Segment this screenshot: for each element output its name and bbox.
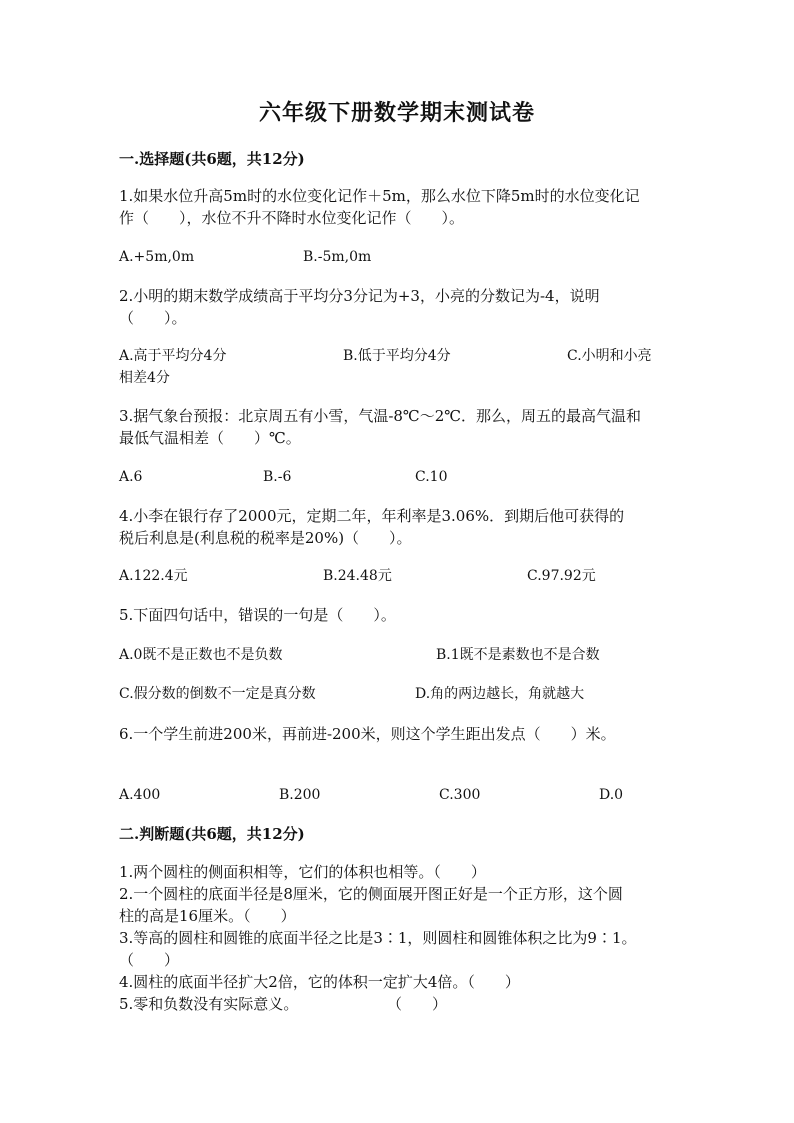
question-4-option-c[interactable]: C.97.92元 — [527, 568, 596, 584]
question-5-option-a[interactable]: A.0既不是正数也不是负数 — [119, 647, 283, 663]
question-2-option-a[interactable]: A.高于平均分4分 — [119, 348, 227, 364]
question-4-line-2: 税后利息是(利息税的税率是20%)（ ）。 — [119, 529, 412, 547]
question-2 — [119, 285, 679, 329]
judgement-5 — [119, 993, 679, 1015]
question-4-line-1: 4.小李在银行存了2000元，定期二年，年利率是3.06%．到期后他可获得的 — [119, 507, 625, 525]
question-4 — [119, 505, 679, 549]
section-heading-judgement: 二.判断题(共6题，共12分) — [119, 825, 305, 843]
question-3-option-b[interactable]: B.-6 — [263, 469, 292, 485]
judgement-4: 4.圆柱的底面半径扩大2倍，它的体积一定扩大4倍。（ ） — [119, 973, 520, 991]
question-4-options — [119, 565, 679, 587]
question-1-option-b[interactable]: B.-5m,0m — [303, 249, 372, 265]
question-3 — [119, 405, 679, 449]
question-5-option-d[interactable]: D.角的两边越长，角就越大 — [415, 686, 585, 702]
question-1 — [119, 185, 679, 229]
question-6-option-a[interactable]: A.400 — [119, 787, 161, 803]
question-4-option-a[interactable]: A.122.4元 — [119, 568, 188, 584]
question-6-option-d[interactable]: D.0 — [599, 787, 624, 803]
judgement-3-line-2: （ ） — [119, 951, 180, 969]
section-heading-choice: 一.选择题(共6题，共12分) — [119, 150, 305, 168]
question-5-option-b[interactable]: B.1既不是素数也不是合数 — [436, 647, 600, 663]
question-1-options — [119, 246, 679, 268]
judgement-5-answer-blank[interactable]: （ ） — [387, 995, 448, 1013]
judgement-3-line-1: 3.等高的圆柱和圆锥的底面半径之比是3∶1，则圆柱和圆锥体积之比为9∶1。 — [119, 929, 637, 947]
question-4-option-b[interactable]: B.24.48元 — [323, 568, 392, 584]
judgement-5-text: 5.零和负数没有实际意义。 — [119, 995, 299, 1013]
question-3-option-a[interactable]: A.6 — [119, 469, 143, 485]
question-5-options-row-1 — [119, 644, 679, 666]
question-5 — [119, 604, 679, 626]
question-5-option-c[interactable]: C.假分数的倒数不一定是真分数 — [119, 686, 316, 702]
question-6-option-b[interactable]: B.200 — [279, 787, 321, 803]
question-1-option-a[interactable]: A.+5m,0m — [119, 249, 195, 265]
question-6 — [119, 723, 679, 745]
question-1-line-2: 作（ ），水位不升不降时水位变化记作（ ）。 — [119, 209, 465, 227]
question-6-option-c[interactable]: C.300 — [439, 787, 481, 803]
judgement-2-line-2: 柱的高是16厘米。（ ） — [119, 907, 296, 925]
question-2-line-2: （ ）。 — [119, 309, 187, 327]
question-3-line-1: 3.据气象台预报：北京周五有小雪，气温-8℃～2℃．那么，周五的最高气温和 — [119, 407, 642, 425]
judgement-2-line-1: 2.一个圆柱的底面半径是8厘米，它的侧面展开图正好是一个正方形，这个圆 — [119, 885, 623, 903]
page-title: 六年级下册数学期末测试卷 — [258, 100, 535, 126]
question-2-option-b[interactable]: B.低于平均分4分 — [343, 348, 451, 364]
judgement-1: 1.两个圆柱的侧面积相等，它们的体积也相等。（ ） — [119, 863, 486, 881]
question-3-option-c[interactable]: C.10 — [415, 469, 448, 485]
question-6-options — [119, 784, 679, 806]
question-5-line-1: 5.下面四句话中，错误的一句是（ ）。 — [119, 606, 396, 624]
question-2-option-c[interactable]: C.小明和小亮 — [567, 348, 652, 364]
question-2-line-1: 2.小明的期末数学成绩高于平均分3分记为+3，小亮的分数记为-4，说明 — [119, 287, 600, 305]
question-1-line-1: 1.如果水位升高5m时的水位变化记作＋5m，那么水位下降5m时的水位变化记 — [119, 187, 640, 205]
question-3-line-2: 最低气温相差（ ）℃。 — [119, 429, 301, 447]
question-2-option-c-continued: 相差4分 — [119, 370, 170, 386]
question-2-options — [119, 345, 679, 389]
question-5-options-row-2 — [119, 683, 679, 705]
question-6-line-1: 6.一个学生前进200米，再前进-200米，则这个学生距出发点（ ）米。 — [119, 725, 616, 743]
question-3-options — [119, 466, 679, 488]
judgement-list — [119, 861, 679, 1015]
